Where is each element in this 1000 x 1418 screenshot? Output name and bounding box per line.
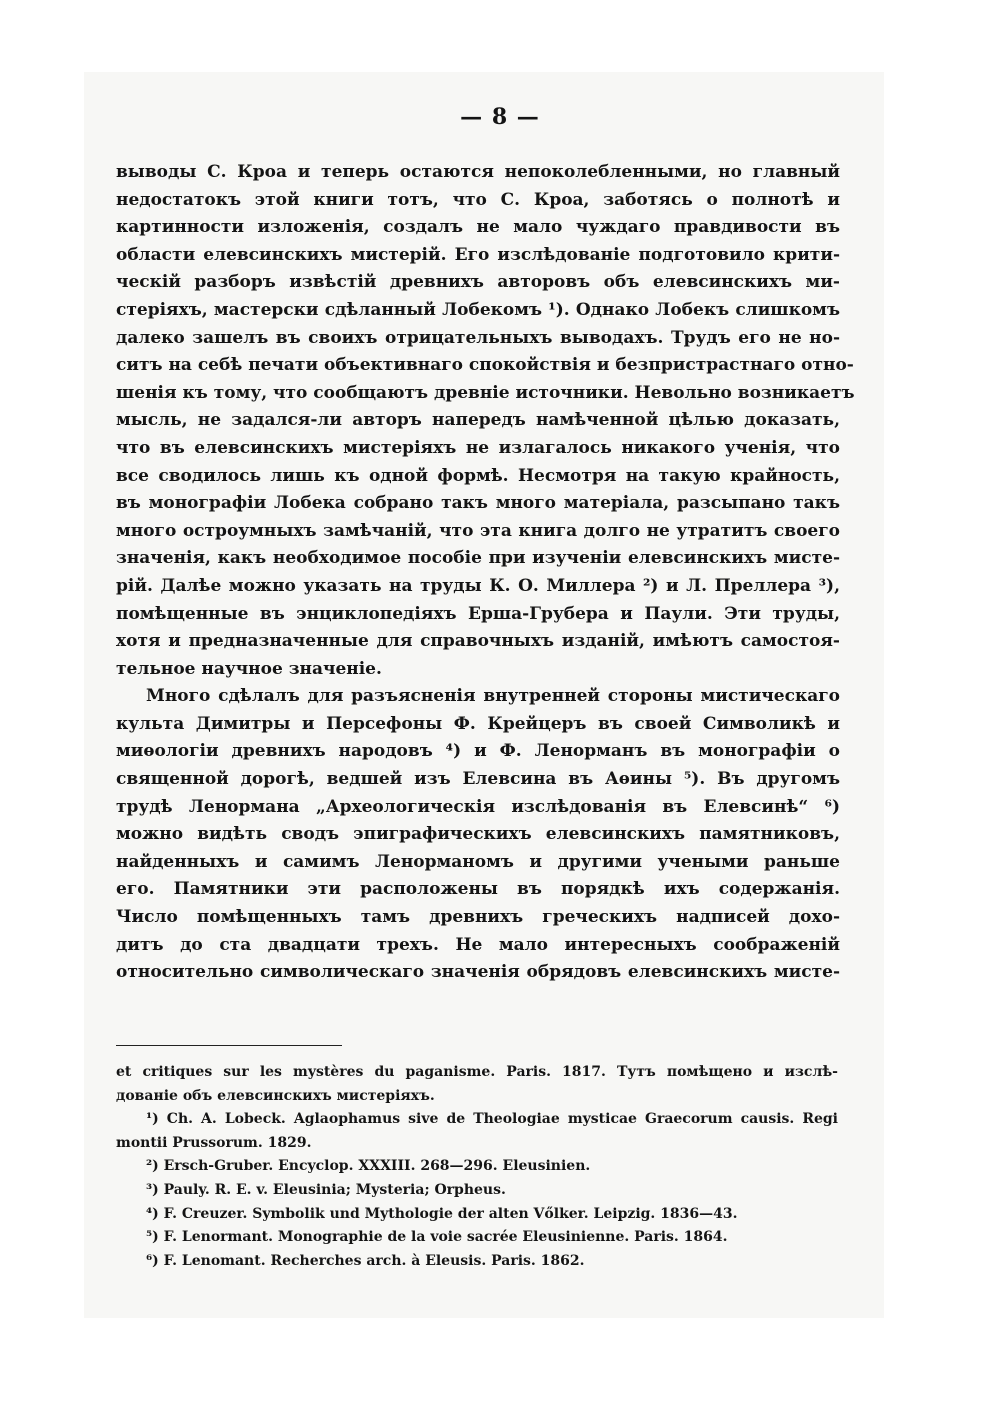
text-line: помѣщенные въ энциклопедіяхъ Ерша-Грубера и Паули. Эти труды, (116, 603, 840, 624)
text-line: дитъ до ста двадцати трехъ. Не мало интересныхъ соображеній (116, 934, 840, 955)
footnote-5: ⁵) F. Lenormant. Monographie de la voie sacrée Eleusinienne. Paris. 1864. (146, 1229, 728, 1246)
text-line: его. Памятники эти расположены въ порядкѣ ихъ содержанія. (116, 879, 840, 900)
text-line: шенія къ тому, что сообщаютъ древніе источники. Невольно возникаетъ (116, 382, 855, 403)
footnote-2: ²) Ersch-Gruber. Encyclop. XXXIII. 268—296. Eleusinien. (146, 1158, 591, 1175)
text-line: недостатокъ этой книги тотъ, что С. Кроа, заботясь о полнотѣ и (116, 189, 840, 210)
text-line: можно видѣть сводъ эпиграфическихъ елевсинскихъ памятниковъ, (116, 824, 840, 845)
page-number: — 8 — (460, 104, 540, 130)
text-line: значенія, какъ необходимое пособіе при изученіи елевсинскихъ мисте- (116, 548, 840, 569)
text-line: выводы С. Кроа и теперь остаются непоколебленными, но главный (116, 162, 840, 182)
text-line: въ монографіи Лобека собрано такъ много матеріала, разсыпано такъ (116, 493, 840, 514)
text-line: ческій разборъ извѣстій древнихъ авторовъ объ елевсинскихъ ми- (116, 272, 840, 293)
text-line: трудѣ Ленормана „Археологическія изслѣдованія въ Елевсинѣ“ ⁶) (116, 796, 840, 817)
text-line: далеко зашелъ въ своихъ отрицательныхъ выводахъ. Трудъ его не но- (116, 327, 840, 348)
footnote-line: дованіе объ елевсинскихъ мистеріяхъ. (116, 1087, 435, 1104)
footnote-line: montii Prussorum. 1829. (116, 1134, 312, 1151)
footnotes (116, 1061, 838, 1273)
paragraph-start-line: Много сдѣлалъ для разъясненія внутренней стороны мистическаго (146, 686, 840, 707)
text-line: много остроумныхъ замѣчаній, что эта книга долго не утратитъ своего (116, 520, 840, 541)
text-line: мысль, не задался-ли авторъ напередъ намѣченной цѣлью доказать, (116, 410, 840, 431)
text-line: священной дорогѣ, ведшей изъ Елевсина въ Аѳины ⁵). Въ другомъ (116, 769, 840, 790)
footnote-1: ¹) Ch. A. Lobeck. Aglaophamus sive de Theologiae mysticae Graecorum causis. Regi (146, 1111, 838, 1128)
text-line: картинности изложенія, создалъ не мало чуждаго правдивости въ (116, 217, 840, 238)
text-line: ситъ на себѣ печати объективнаго спокойствія и безпристрастнаго отно- (116, 355, 854, 376)
body-text (116, 159, 855, 987)
text-line: культа Димитры и Персефоны Ф. Крейцеръ въ своей Символикѣ и (116, 713, 840, 734)
footnote-3: ³) Pauly. R. E. v. Eleusinia; Mysteria; Orpheus. (146, 1181, 506, 1198)
footnote-4: ⁴) F. Creuzer. Symbolik und Mythologie der alten Vőlker. Leipzig. 1836—43. (146, 1205, 738, 1222)
text-line: все сводилось лишь къ одной формѣ. Несмотря на такую крайность, (116, 465, 840, 486)
footnote-6: ⁶) F. Lenomant. Recherches arch. à Eleusis. Paris. 1862. (146, 1252, 585, 1269)
text-line: стеріяхъ, мастерски сдѣланный Лобекомъ ¹). Однако Лобекъ слишкомъ (116, 299, 840, 320)
text-line: Число помѣщенныхъ тамъ древнихъ греческихъ надписей дохо- (116, 907, 840, 928)
text-line: найденныхъ и самимъ Ленорманомъ и другими учеными раньше (116, 851, 840, 872)
text-line: рій. Далѣе можно указать на труды К. О. Миллера ²) и Л. Преллера ³), (116, 575, 840, 596)
text-line: относительно символическаго значенія обрядовъ елевсинскихъ мисте- (116, 962, 840, 983)
footnote-divider (116, 1045, 342, 1046)
paragraph-end-line: тельное научное значеніе. (116, 658, 382, 679)
footnote-line: et critiques sur les mystères du paganisme. Paris. 1817. Тутъ помѣщено и изслѣ- (116, 1064, 838, 1080)
text-line: области елевсинскихъ мистерій. Его изслѣдованіе подготовило крити- (116, 244, 840, 265)
text-line: хотя и предназначенные для справочныхъ изданій, имѣютъ самостоя- (116, 631, 840, 652)
text-line: миѳологіи древнихъ народовъ ⁴) и Ф. Ленорманъ въ монографіи о (116, 741, 840, 762)
text-line: что въ елевсинскихъ мистеріяхъ не излагалось никакого ученія, что (116, 437, 840, 458)
